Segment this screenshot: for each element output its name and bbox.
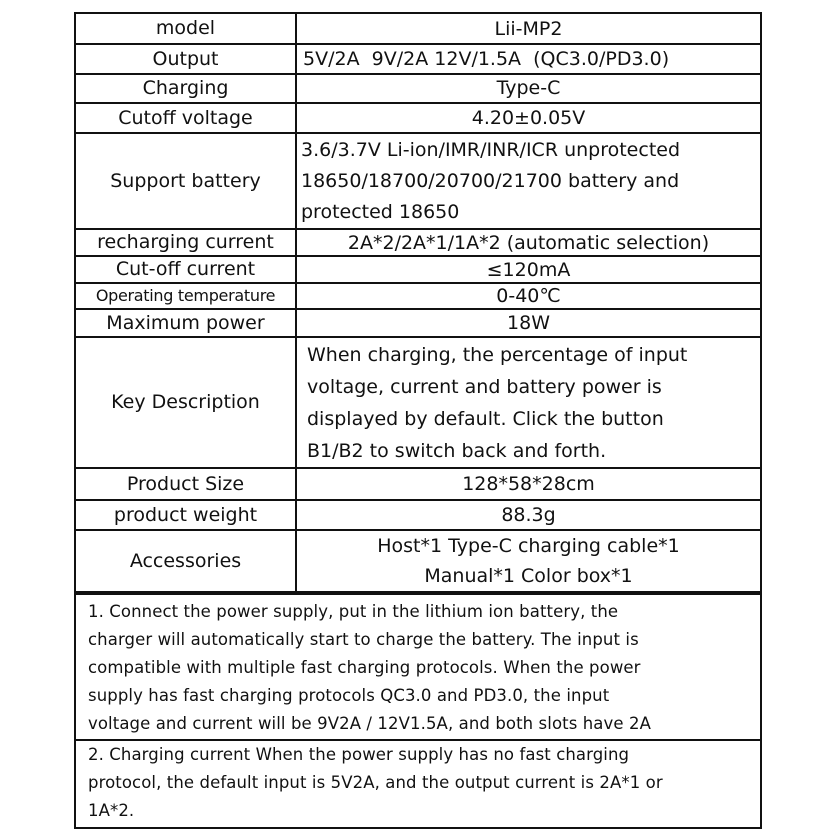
spec-value: 4.20±0.05V [296,103,760,133]
note-2 [76,739,760,827]
note-line: 1. Connect the power supply, put in the lithium ion battery, the [88,602,619,621]
spec-value: 88.3g [296,500,760,530]
spec-row-cutoff-current [76,256,760,283]
spec-value: 18W [296,309,760,337]
note-line: voltage and current will be 9V2A / 12V1.5A, and both slots have 2A [88,714,651,733]
notes-section [76,593,760,827]
spec-value: Lii-MP2 [296,14,760,44]
note-line: protocol, the default input is 5V2A, and the output current is 2A*1 or [88,773,663,792]
spec-row-key-description [76,337,760,468]
note-line: charger will automatically start to charge the battery. The input is [88,630,639,649]
spec-row-product-size [76,468,760,500]
spec-row-recharging-current [76,229,760,256]
note-line: 1A*2. [88,801,135,820]
spec-value: ≤120mA [296,256,760,283]
spec-label: Operating temperature [76,283,296,309]
note-line: 2. Charging current When the power supply has no fast charging [88,745,630,764]
spec-value: 3.6/3.7V Li-ion/IMR/INR/ICR unprotected 18650/18700/20700/21700 battery and protected 18650 [296,133,760,229]
spec-row-accessories [76,530,760,592]
note-line: supply has fast charging protocols QC3.0 and PD3.0, the input [88,686,610,705]
spec-label: Cut-off current [76,256,296,283]
spec-value: 5V/2A 9V/2A 12V/1.5A (QC3.0/PD3.0) [296,44,760,74]
spec-table [76,14,760,593]
spec-label: Key Description [76,337,296,468]
spec-row-cutoff-voltage [76,103,760,133]
spec-row-charging [76,74,760,103]
note-1 [76,595,760,739]
spec-label: Accessories [76,530,296,592]
spec-sheet [74,12,762,829]
spec-row-output [76,44,760,74]
spec-value: Host*1 Type-C charging cable*1 Manual*1 Color box*1 [296,530,760,592]
spec-label: recharging current [76,229,296,256]
spec-label: Cutoff voltage [76,103,296,133]
spec-label: Output [76,44,296,74]
spec-value: When charging, the percentage of input voltage, current and battery power is displayed by default. Click the button B1/B2 to switch back and forth. [296,337,760,468]
spec-value: 0-40℃ [296,283,760,309]
spec-label: model [76,14,296,44]
spec-row-product-weight [76,500,760,530]
spec-label: Maximum power [76,309,296,337]
spec-row-support-battery [76,133,760,229]
spec-label: Support battery [76,133,296,229]
spec-label: Charging [76,74,296,103]
spec-row-operating-temperature [76,283,760,309]
spec-value: 128*58*28cm [296,468,760,500]
spec-value: 2A*2/2A*1/1A*2 (automatic selection) [296,229,760,256]
note-line: compatible with multiple fast charging protocols. When the power [88,658,641,677]
spec-label: Product Size [76,468,296,500]
spec-row-maximum-power [76,309,760,337]
spec-row-model [76,14,760,44]
spec-value: Type-C [296,74,760,103]
spec-label: product weight [76,500,296,530]
